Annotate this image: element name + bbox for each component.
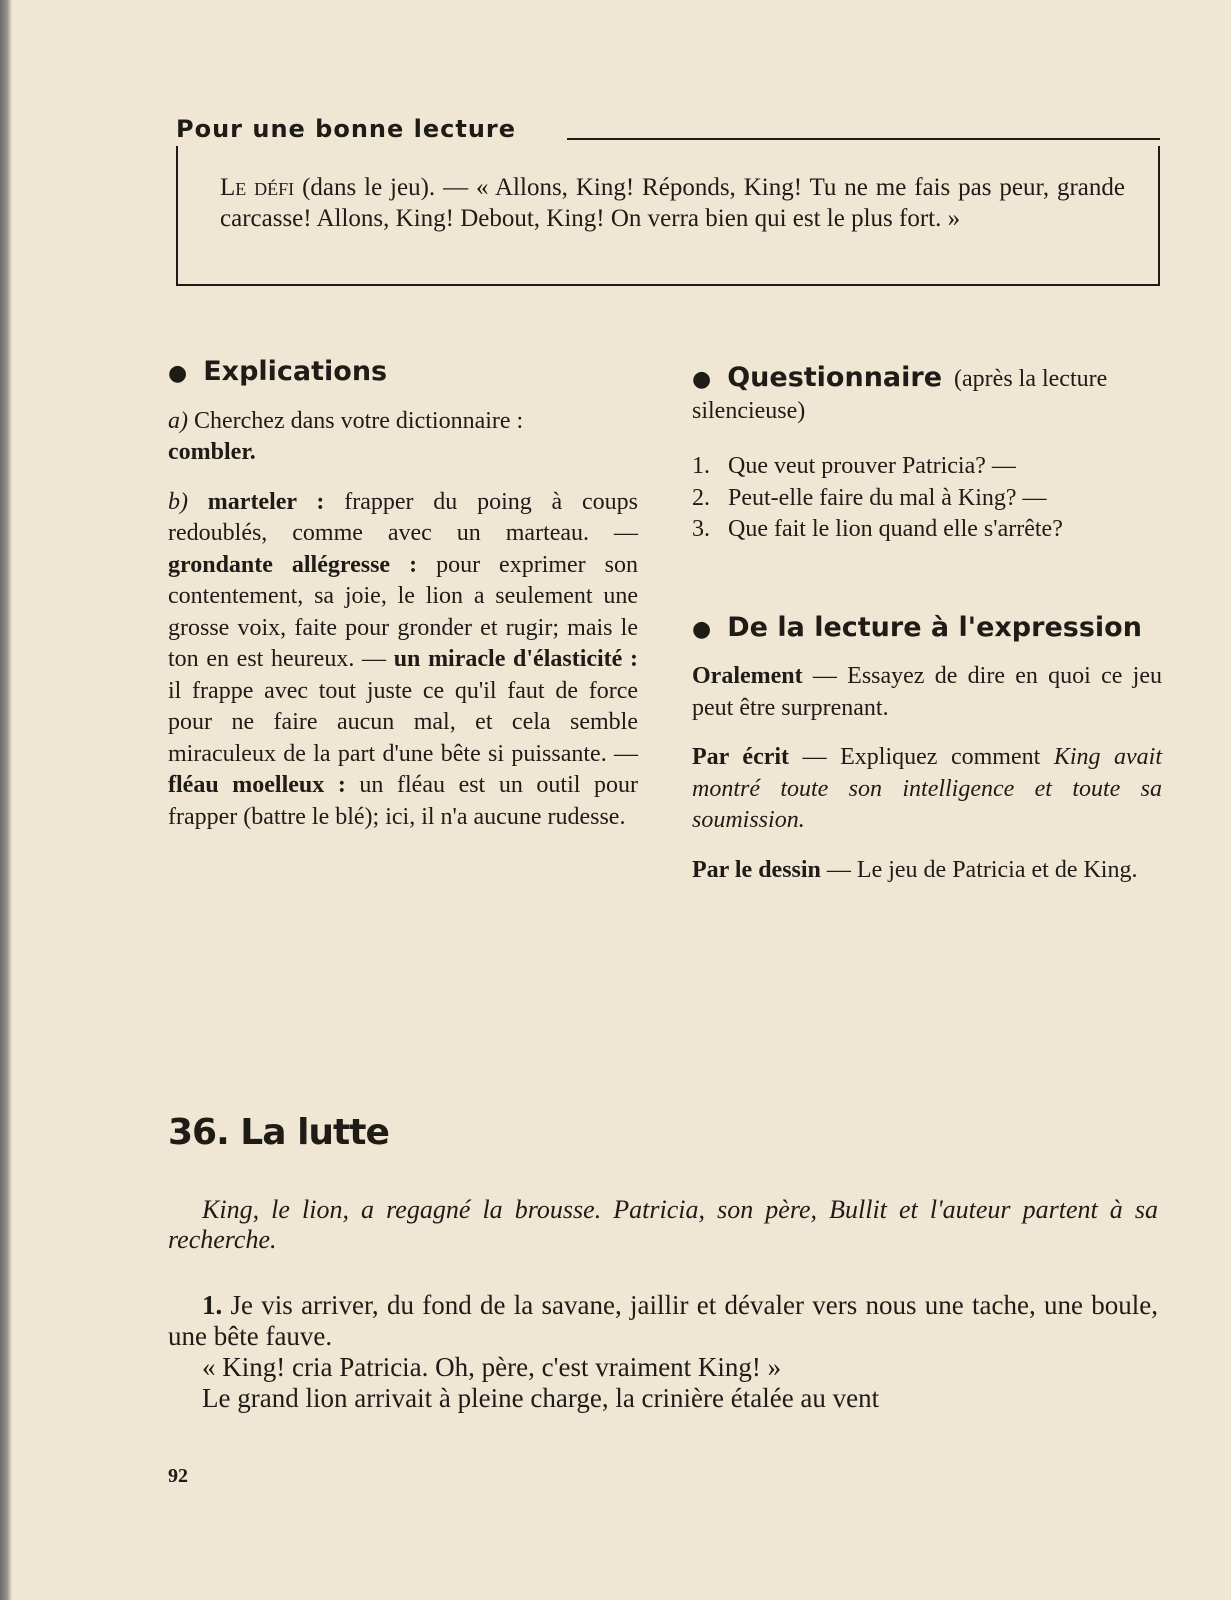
expression-oral: Oralement — Essayez de dire en quoi ce jeu peut être surprenant. (692, 663, 1162, 721)
questionnaire-subtitle-start: (après la lecture (954, 366, 1108, 392)
explications-column (168, 356, 638, 851)
explications-title: Explications (203, 356, 388, 387)
chapter-text (168, 1290, 1158, 1414)
explication-a-word: combler. (168, 439, 256, 465)
term-marteler: marteler : (188, 488, 325, 515)
list-item: 2. Peut-elle faire du mal à King? — (692, 484, 1047, 511)
reading-box-heading: Pour une bonne lecture (176, 115, 517, 143)
questionnaire-list (692, 451, 1162, 546)
story-paragraph-3: Le grand lion arrivait à pleine charge, la crinière étalée au vent (202, 1383, 880, 1413)
def-fleau-moelleux: un fléau est un outil pour frapper (battre le blé); ici, il n'a aucune rudesse. (168, 772, 638, 830)
term-miracle-elasticite: un miracle d'élasticité : (393, 646, 638, 672)
def-grondante-allegresse: pour exprimer son contentement, sa joie, le lion a seulement une grosse voix, faite pour gronder et rugir; mais le ton en est heureux. — (168, 551, 638, 672)
chapter-title: 36. La lutte (168, 1112, 389, 1153)
explication-b-label: b) (168, 488, 188, 515)
explication-a-label: a) (168, 407, 188, 434)
expression-title: De la lecture à l'expression (727, 611, 1142, 643)
term-grondante-allegresse: grondante allégresse : (168, 551, 418, 578)
explications-heading (168, 356, 638, 390)
questionnaire-subtitle-end: silencieuse) (692, 397, 806, 424)
bullet-icon: ● (692, 616, 712, 642)
expression-ecrit: Par écrit — Expliquez comment King avait montré toute son intelligence et toute sa soumission. (692, 744, 1163, 833)
explication-a (168, 406, 638, 469)
reading-box-body: (dans le jeu). — « Allons, King! Réponds, King! Tu ne me fais pas peur, grande carcasse! Allons, King! Debout, King! On verra bien qui est le plus fort. » (220, 174, 1125, 232)
def-marteler: frapper du poing à coups redoublés, comme avec un marteau. — (168, 488, 638, 546)
reading-box-text (220, 172, 1125, 234)
reading-box-lead: Le défi (220, 174, 295, 201)
right-column (692, 362, 1162, 904)
bullet-icon: ● (168, 361, 188, 386)
story-paragraph-2: « King! cria Patricia. Oh, père, c'est vraiment King! » (202, 1352, 782, 1382)
bullet-icon: ● (692, 367, 712, 392)
term-fleau-moelleux: fléau moelleux : (168, 772, 346, 798)
questionnaire-title: Questionnaire (727, 362, 943, 393)
page-number: 92 (168, 1465, 188, 1487)
def-miracle-elasticite: il frappe avec tout juste ce qu'il faut de force pour ne faire aucun mal, et cela semble miraculeux de la part d'une bête si puissante. — (168, 677, 638, 767)
list-item: 3. Que fait le lion quand elle s'arrête? (692, 516, 1063, 542)
expression-heading (692, 612, 1162, 646)
list-item: 1. Que veut prouver Patricia? — (692, 453, 1016, 479)
page-edge (0, 0, 12, 1600)
explication-b (168, 487, 638, 834)
chapter-intro: King, le lion, a regagné la brousse. Patricia, son père, Bullit et l'auteur partent à sa recherche. (168, 1195, 1158, 1254)
expression-dessin: Par le dessin — Le jeu de Patricia et de King. (692, 856, 1138, 883)
story-paragraph-1: 1. Je vis arriver, du fond de la savane, jaillir et dévaler vers nous une tache, une boule, une bête fauve. (168, 1290, 1158, 1351)
questionnaire-heading (692, 362, 1162, 396)
explication-a-text: Cherchez dans votre dictionnaire : (188, 407, 524, 434)
heading-rule (567, 138, 1160, 140)
